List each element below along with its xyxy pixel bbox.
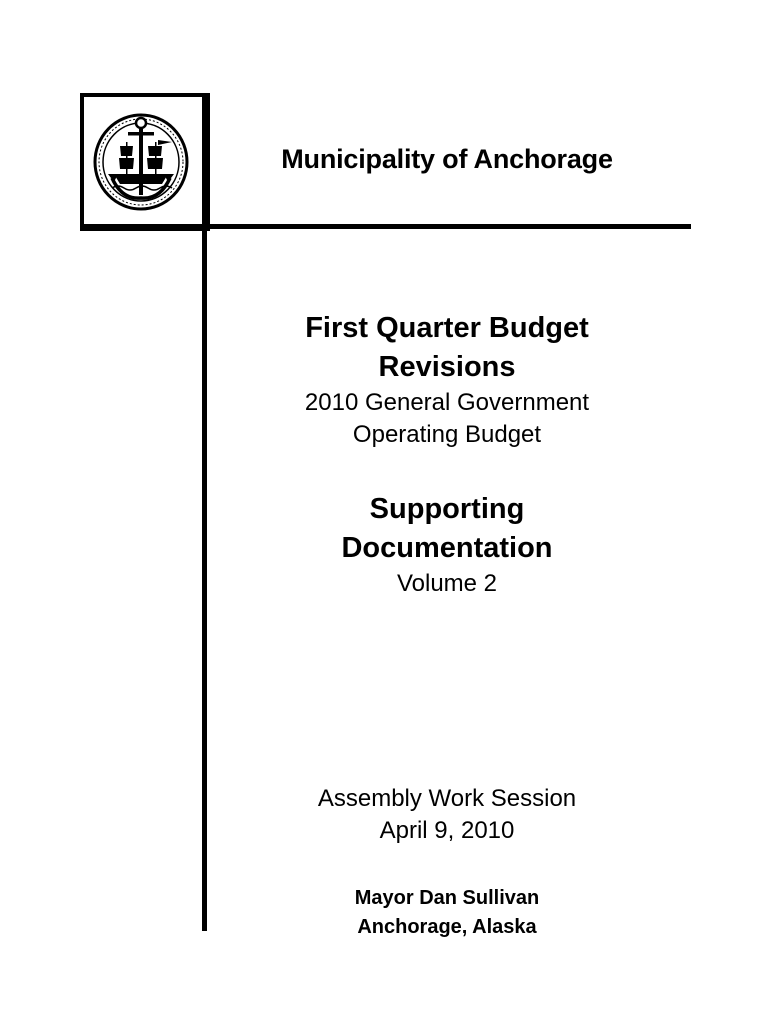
vertical-rule: [202, 93, 207, 931]
document-subtitle-line-1: 2010 General Government: [304, 389, 590, 416]
municipal-seal-icon: [92, 112, 190, 212]
section-title-line-2: Documentation: [341, 532, 553, 564]
document-title-line-2: Revisions: [378, 351, 516, 383]
footer-block: [212, 884, 682, 942]
organization-title: Municipality of Anchorage: [281, 144, 613, 174]
location: Anchorage, Alaska: [357, 916, 537, 938]
mayor-name: Mayor Dan Sullivan: [354, 887, 540, 909]
event-name: Assembly Work Session: [317, 785, 577, 812]
event-block: [212, 783, 682, 847]
volume-label: Volume 2: [396, 570, 498, 597]
document-title-line-1: First Quarter Budget: [305, 312, 589, 344]
section-title-line-1: Supporting: [369, 493, 525, 525]
horizontal-rule: [80, 224, 691, 229]
document-subtitle-line-2: Operating Budget: [352, 421, 542, 448]
document-title-block: [212, 309, 682, 451]
event-date: April 9, 2010: [379, 817, 515, 844]
section-title-block: [212, 490, 682, 600]
